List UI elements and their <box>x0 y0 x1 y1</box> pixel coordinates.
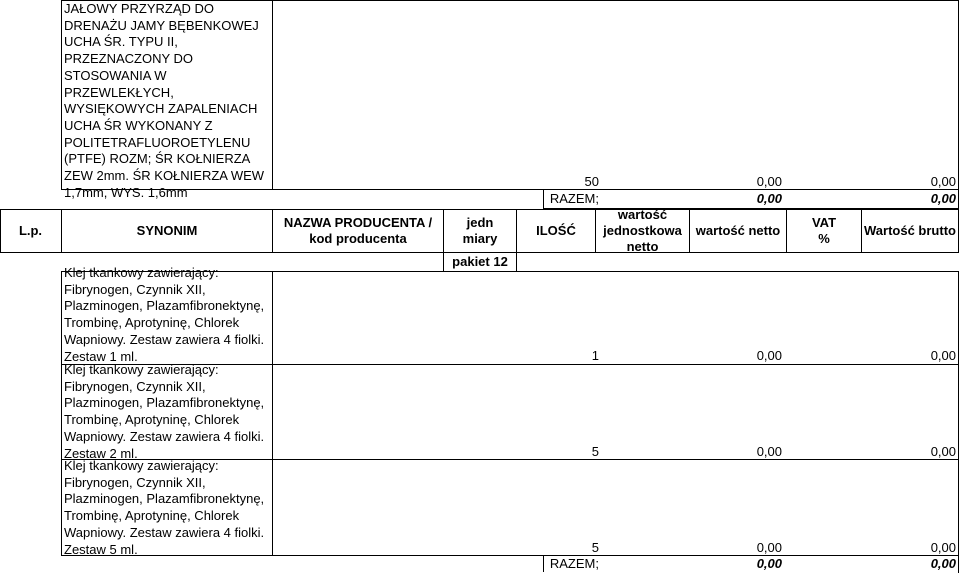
header-qty: ILOŚĆ <box>536 223 576 238</box>
item-2-description: Klej tkankowy zawierający: Fibrynogen, Czynnik XII, Plazminogen, Plazamfibronektynę, Trombinę, Aprotyninę, Chlorek Wapniowy. Zestaw zawiera 4 fiolki. Zestaw 2 ml. <box>64 362 265 461</box>
header-producer: NAZWA PRODUCENTA / kod producenta <box>283 215 433 246</box>
top-qty: 50 <box>584 174 599 189</box>
header-bottom <box>0 252 959 253</box>
package-label: pakiet 12 <box>452 254 508 269</box>
footer-razem-label: RAZEM; <box>549 556 599 571</box>
header-net-value: wartość netto <box>695 223 781 238</box>
header-unit: jedn miary <box>462 215 498 246</box>
header-unit-value: wartość jednostkowa netto <box>603 207 682 254</box>
item-2-gross-value: 0,00 <box>930 444 956 459</box>
item-3-gross-value: 0,00 <box>930 540 956 555</box>
header-lp: L.p. <box>18 223 43 238</box>
footer-razem-net: 0,00 <box>756 556 782 571</box>
item-2-net-value: 0,00 <box>756 444 782 459</box>
top-gross-value: 0,00 <box>930 174 956 189</box>
top-net-value: 0,00 <box>756 174 782 189</box>
footer-razem-gross: 0,00 <box>930 556 956 571</box>
header-gross-value: Wartość brutto <box>864 223 956 238</box>
top-product-description: JAŁOWY PRZYRZĄD DO DRENAŻU JAMY BĘBENKOWEJ UCHA ŚR. TYPU II, PRZEZNACZONY DO STOSOWANIA W PRZEWLEKŁYCH, WYSIĘKOWYCH ZAPALENIACH UCHA ŚR WYKONANY Z POLITETRAFLUOROETYLENU (PTFE) ROZM; ŚR KOŁNIERZA ZEW 2mm. ŚR KOŁNIERZA WEW 1,7mm, WYS. 1,6mm <box>64 1 265 200</box>
header-vat: VAT % <box>811 215 837 246</box>
header-top <box>0 209 959 210</box>
items-left <box>61 271 62 556</box>
right-border-top <box>958 0 959 210</box>
item-1-description: Klej tkankowy zawierający: Fibrynogen, Czynnik XII, Plazminogen, Plazamfibronektynę, Trombinę, Aprotyninę, Chlorek Wapniowy. Zestaw zawiera 4 fiolki. Zestaw 1 ml. <box>64 265 265 364</box>
top-desc-divider <box>272 0 273 190</box>
item-1-net-value: 0,00 <box>756 348 782 363</box>
item-3-net-value: 0,00 <box>756 540 782 555</box>
item-1-qty: 1 <box>591 348 599 363</box>
items-right <box>958 271 959 573</box>
item-1-gross-value: 0,00 <box>930 348 956 363</box>
left-border-top <box>61 0 62 190</box>
top-razem-net: 0,00 <box>756 191 782 206</box>
header-synonim: SYNONIM <box>136 223 198 238</box>
top-razem-label: RAZEM; <box>549 191 599 206</box>
package-right <box>516 252 517 272</box>
col-line-9 <box>958 209 959 253</box>
item-3-description: Klej tkankowy zawierający: Fibrynogen, Czynnik XII, Plazminogen, Plazamfibronektynę, Trombinę, Aprotyninę, Chlorek Wapniowy. Zestaw zawiera 4 fiolki. Zestaw 5 ml. <box>64 458 265 557</box>
item-3-qty: 5 <box>591 540 599 555</box>
top-razem-gross: 0,00 <box>930 191 956 206</box>
items-desc-divider <box>272 271 273 556</box>
item-2-qty: 5 <box>591 444 599 459</box>
